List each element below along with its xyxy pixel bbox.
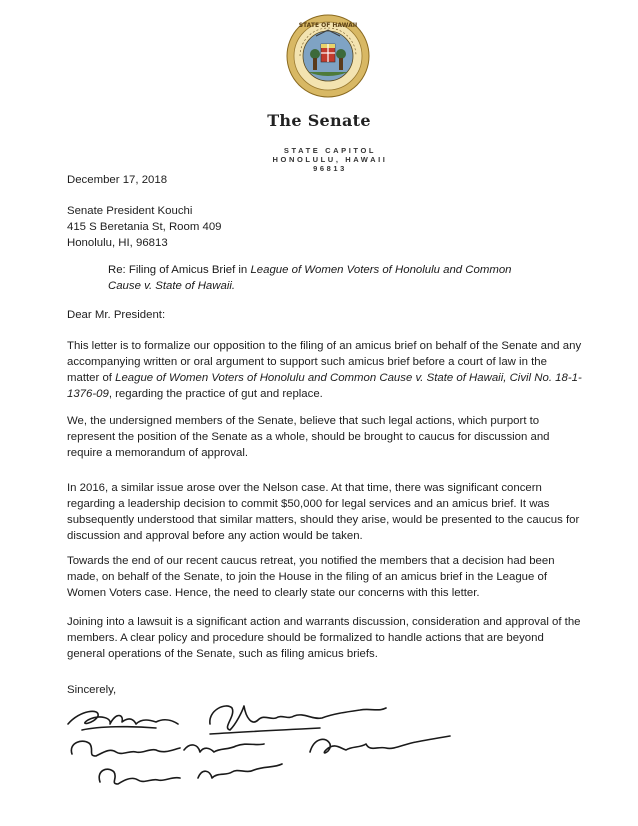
p1-text-b: , regarding the practice of gut and replace. bbox=[108, 388, 323, 400]
recipient-city: Honolulu, HI, 96813 bbox=[67, 237, 168, 249]
senate-title: The Senate bbox=[267, 111, 371, 130]
closing: Sincerely, bbox=[67, 684, 117, 696]
paragraph-5: Joining into a lawsuit is a significant action and warrants discussion, consideration and approval of the members. A clear policy and procedure should be formalized to handle actions that are beyond general operations of the Senate, such as filing amicus briefs. bbox=[67, 616, 581, 660]
recipient-street: 415 S Beretania St, Room 409 bbox=[67, 221, 222, 233]
paragraph-2: We, the undersigned members of the Senate, believe that such legal actions, which purport to represent the position of the Senate as a whole, should be brought to caucus for discussion and require a memorandum of approval. bbox=[67, 415, 550, 459]
p1-text-a: This letter is to formalize our opposition to the filing of an amicus brief on behalf of the Senate and any accompanying written or oral argument to support such amicus brief before a court of law in the matter of bbox=[67, 340, 582, 384]
state-seal-icon bbox=[286, 14, 370, 98]
letter-date: December 17, 2018 bbox=[67, 174, 168, 186]
seal-text: STATE OF HAWAII bbox=[298, 22, 358, 29]
recipient-name: Senate President Kouchi bbox=[67, 205, 193, 217]
paragraph-4: Towards the end of our recent caucus retreat, you notified the members that a decision had been made, on behalf of the Senate, to join the House in the filing of an amicus brief in the League of Women Voters case. Hence, the need to clearly state our concerns with this letter. bbox=[67, 555, 555, 599]
capitol-line1: STATE CAPITOL bbox=[283, 146, 377, 155]
capitol-line2: HONOLULU, HAWAII 96813 bbox=[272, 155, 388, 173]
p1-case-citation: League of Women Voters of Honolulu and Common Cause v. State of Hawaii, Civil No. 18-1-1376-09 bbox=[67, 372, 582, 400]
re-line bbox=[108, 262, 538, 294]
re-prefix: Re: Filing of Amicus Brief in bbox=[108, 264, 251, 276]
re-case-title: League of Women Voters of Honolulu and Common Cause v. State of Hawaii. bbox=[108, 264, 512, 292]
handwritten-signatures bbox=[60, 690, 480, 800]
recipient-address bbox=[67, 203, 582, 251]
salutation: Dear Mr. President: bbox=[67, 309, 166, 321]
paragraph-1 bbox=[67, 338, 582, 402]
capitol-address bbox=[255, 146, 405, 173]
paragraph-3: In 2016, a similar issue arose over the Nelson case. At that time, there was significant concern regarding a leadership decision to commit $50,000 for legal services and an amicus brief. It was subsequently understood that similar matters, should they arise, would be presented to the caucus for discussion and approval before any action would be taken. bbox=[67, 482, 580, 542]
